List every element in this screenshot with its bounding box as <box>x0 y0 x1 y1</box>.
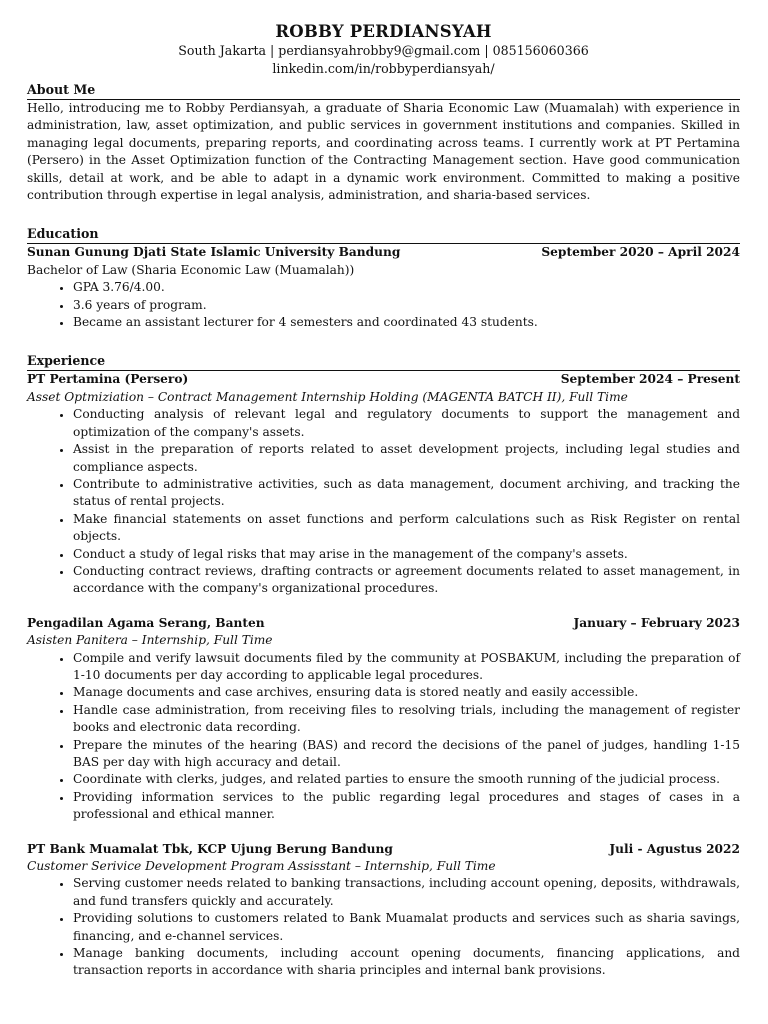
job-dates: September 2024 – Present <box>560 372 740 387</box>
job-entry-pertamina <box>27 371 740 597</box>
job-header-row <box>27 371 740 388</box>
list-item: • Make financial statements on asset functions and perform calculations such as Risk Register on rental objects. <box>73 511 740 546</box>
job-org: Pengadilan Agama Serang, Banten <box>27 615 265 630</box>
job-role: Asisten Panitera – Internship, Full Time <box>27 633 273 648</box>
education-header-row <box>27 244 740 261</box>
list-item: • Serving customer needs related to banking transactions, including account opening, deposits, withdrawals, and fund transfers quickly and accurately. <box>73 875 740 910</box>
list-item: • Contribute to administrative activities, such as data management, document archiving, and tracking the status of rental projects. <box>73 476 740 511</box>
school-name: Sunan Gunung Djati State Islamic University Bandung <box>27 245 401 260</box>
list-item: • Compile and verify lawsuit documents filed by the community at POSBAKUM, including the preparation of 1-10 documents per day according to applicable legal procedures. <box>73 650 740 685</box>
job-dates: Juli - Agustus 2022 <box>609 841 740 856</box>
job-bullets <box>27 875 740 979</box>
job-role: Asset Optmiziation – Contract Management Internship Holding (MAGENTA BATCH II), Full Time <box>27 389 628 404</box>
job-org: PT Pertamina (Persero) <box>27 372 189 387</box>
job-role: Customer Serivice Development Program Assisstant – Internship, Full Time <box>27 859 496 874</box>
job-header-row <box>27 615 740 632</box>
list-item: • Manage documents and case archives, ensuring data is stored neatly and easily accessible. <box>73 684 740 701</box>
experience-title: Experience <box>27 352 740 371</box>
list-item: • Coordinate with clerks, judges, and related parties to ensure the smooth running of the judicial process. <box>73 771 740 788</box>
job-dates: January – February 2023 <box>573 615 740 630</box>
education-bullets <box>27 279 740 331</box>
about-title: About Me <box>27 81 740 100</box>
list-item: • Conduct a study of legal risks that may arise in the management of the company's assets. <box>73 546 740 563</box>
list-item: • Became an assistant lecturer for 4 semesters and coordinated 43 students. <box>73 314 740 331</box>
job-org: PT Bank Muamalat Tbk, KCP Ujung Berung Bandung <box>27 841 393 856</box>
education-dates: September 2020 – April 2024 <box>541 245 740 260</box>
list-item: • Prepare the minutes of the hearing (BAS) and record the decisions of the panel of judges, handling 1-15 BAS per day with high accuracy and detail. <box>73 737 740 772</box>
contact-line: South Jakarta | perdiansyahrobby9@gmail.com | 085156060366 <box>178 43 589 58</box>
job-bullets <box>27 406 740 597</box>
experience-section <box>27 352 740 979</box>
list-item: • Conducting contract reviews, drafting contracts or agreement documents related to asset management, in accordance with the company's organizational procedures. <box>73 563 740 598</box>
list-item: • Providing information services to the public regarding legal procedures and stages of cases in a professional and ethical manner. <box>73 789 740 824</box>
linkedin-url: linkedin.com/in/robbyperdiansyah/ <box>272 60 495 76</box>
about-text: Hello, introducing me to Robby Perdiansyah, a graduate of Sharia Economic Law (Muamalah) with experience in administration, law, asset optimization, and public services in government institutions and companies. Skilled in managing legal documents, preparing reports, and coordinating across teams. I currently work at PT Pertamina (Persero) in the Asset Optimization function of the Contracting Management section. Have good communication skills, detail at work, and be able to adapt in a dynamic work environment. Committed to making a positive contribution through expertise in legal analysis, administration, and sharia-based services. <box>27 101 740 203</box>
list-item: • Handle case administration, from receiving files to resolving trials, including the management of register books and electronic data recording. <box>73 702 740 737</box>
list-item: • GPA 3.76/4.00. <box>73 279 740 296</box>
candidate-name: ROBBY PERDIANSYAH <box>275 22 492 41</box>
education-title: Education <box>27 225 740 244</box>
about-section <box>27 81 740 204</box>
job-entry-pengadilan <box>27 615 740 824</box>
list-item: • 3.6 years of program. <box>73 297 740 314</box>
job-entry-muamalat <box>27 841 740 980</box>
degree: Bachelor of Law (Sharia Economic Law (Muamalah)) <box>27 262 355 277</box>
list-item: • Assist in the preparation of reports related to asset development projects, including legal studies and compliance aspects. <box>73 441 740 476</box>
job-bullets <box>27 650 740 824</box>
job-header-row <box>27 841 740 858</box>
list-item: • Manage banking documents, including account opening documents, financing applications, and transaction reports in accordance with sharia principles and internal bank provisions. <box>73 945 740 980</box>
list-item: • Conducting analysis of relevant legal and regulatory documents to support the management and optimization of the company's assets. <box>73 406 740 441</box>
list-item: • Providing solutions to customers related to Bank Muamalat products and services such as sharia savings, financing, and e-channel services. <box>73 910 740 945</box>
education-section <box>27 225 740 331</box>
